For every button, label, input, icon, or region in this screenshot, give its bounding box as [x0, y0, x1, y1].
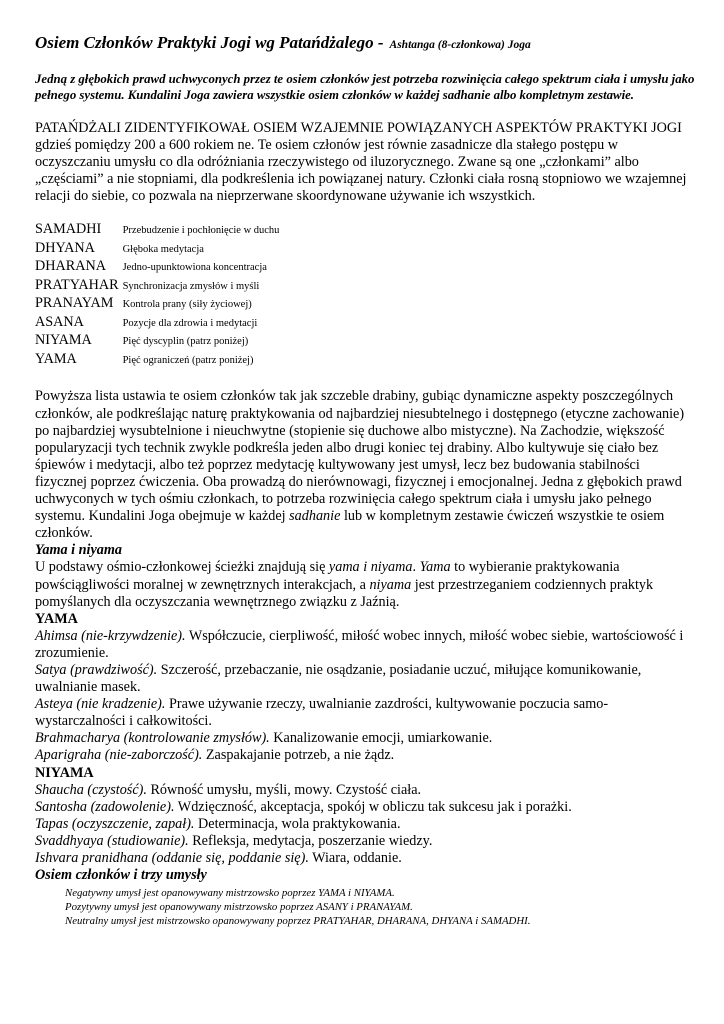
paragraph-text: lub w kompletnym zestawie ćwiczeń wszystkie te osiem członków.	[35, 508, 665, 542]
paragraph-ladder	[35, 388, 695, 542]
paragraph-text: Powyższa lista ustawia te osiem członków tak jak szczeble drabiny, gubiąc dynamiczne aspekty poszczególnych członków, ale podkreślając naturę praktykowania od najbardziej niesubtelnego i dostępnego (etyczne zachowanie) po najbardziej wysubtelnione i nieuchwytne (stopienie się duchowe albo mistyczne). Na Zachodzie, większość popularyzacji tych technik zwykle podkreśla jeden albo drugi koniec tej drabiny. Albo kultywuje się ciało bez śpiewów i medytacji, albo też poprzez medytację kultywowany jest umysł, lecz bez budowania stabilności fizycznej poprzez ćwiczenia. Oba prowadzą do nierównowagi, fizycznej i emocjonalnej. Jedna z głębokich prawd uchwyconych w tych ośmiu członkach, to potrzeba rozwinięcia całego spektrum ciała i umysłu jako pełnego systemu. Kundalini Joga obejmuje w każdej	[35, 388, 685, 525]
section-heading-yama-niyama: Yama i niyama	[35, 542, 122, 559]
item-term: Shaucha (czystość).	[35, 781, 147, 798]
yama-list	[35, 628, 695, 765]
list-item	[35, 833, 695, 850]
limb-term: DHARANA	[35, 258, 106, 275]
item-term: Aparigraha (nie-zaborczość).	[35, 747, 203, 764]
item-term: Svaddhyaya (studiowanie).	[35, 832, 189, 849]
item-term: Asteya (nie kradzenie).	[35, 696, 166, 713]
item-term: Ahimsa (nie-krzywdzenie).	[35, 627, 186, 644]
limb-description: Synchronizacja zmysłów i myśli	[122, 280, 260, 292]
list-item	[35, 662, 695, 696]
list-item	[35, 799, 695, 816]
list-item: Neutralny umysł jest mistrzowsko opanowywany poprzez PRATYAHAR, DHARANA, DHYANA i SAMADHI.	[65, 915, 531, 928]
item-text: Refleksja, medytacja, poszerzanie wiedzy.	[192, 832, 433, 849]
title-subtitle: Ashtanga (8-członkowa) Joga	[389, 39, 531, 51]
item-text: Równość umysłu, myśli, mowy. Czystość ciała.	[150, 781, 422, 798]
limb-description: Głęboka medytacja	[122, 243, 204, 255]
item-term: Tapas (oczyszczenie, zapał).	[35, 815, 195, 832]
niyama-list	[35, 782, 695, 867]
list-item	[35, 295, 279, 314]
limb-description: Kontrola prany (siły życiowej)	[122, 299, 252, 311]
list-item	[35, 258, 279, 277]
list-item	[35, 277, 279, 296]
title-main: Osiem Członków Praktyki Jogi wg Patańdżalego -	[35, 33, 384, 52]
document-title	[35, 32, 695, 56]
paragraph-text: jest przestrzeganiem codziennych praktyk pomyślanych dla oczyszczania wewnętrznego związku z Jaźnią.	[35, 576, 654, 610]
paragraph-patanjali: PATAŃDŻALI ZIDENTYFIKOWAŁ OSIEM WZAJEMNIE POWIĄZANYCH ASPEKTÓW PRAKTYKI JOGI gdzieś pomiędzy 200 a 600 rokiem ne. Te osiem członów jest równie zasadnicze dla stałego postępu w oczyszczaniu umysłu co dla odróżniania rzeczywistego od iluzorycznego. Zwane są one „członkami” albo „częściami” a nie stopniami, dla podkreślenia ich powiązanej natury. Członki ciała rosną stopniowo we wzajemnej relacji do siebie, co pozwala na nieprzerwane skoordynowane używanie ich wszystkich.	[35, 120, 687, 205]
paragraph-text: .	[412, 559, 417, 576]
list-item	[35, 730, 695, 747]
item-term: Santosha (zadowolenie).	[35, 798, 175, 815]
three-minds-list	[65, 886, 695, 928]
limb-description: Pozycje dla zdrowia i medytacji	[122, 317, 258, 329]
item-text: Prawe używanie rzeczy, uwalnianie zazdrości, kultywowanie poczucia samo-wystarczalności i całkowitości.	[35, 696, 609, 730]
list-item	[35, 782, 695, 799]
item-term: Brahmacharya (kontrolowanie zmysłów).	[35, 730, 270, 747]
emphasis-term: Yama	[419, 559, 451, 576]
item-text: Wdzięczność, akceptacja, spokój w obliczu tak sukcesu jak i porażki.	[177, 798, 572, 815]
item-text: Determinacja, wola praktykowania.	[198, 815, 401, 832]
item-text: Szczerość, przebaczanie, nie osądzanie, posiadanie uczuć, miłujące komunikowanie, uwalnianie masek.	[35, 661, 642, 696]
list-item	[35, 628, 695, 662]
list-item	[35, 747, 695, 764]
list-item	[35, 332, 279, 351]
list-item	[35, 240, 279, 259]
limb-description: Pięć ograniczeń (patrz poniżej)	[122, 354, 254, 366]
item-text: Kanalizowanie emocji, umiarkowanie.	[273, 730, 493, 747]
document-page	[35, 32, 695, 928]
section-heading-yama: YAMA	[35, 610, 78, 627]
limb-term: PRANAYAM	[35, 295, 114, 312]
list-item	[35, 816, 695, 833]
list-item: Pozytywny umysł jest opanowywany mistrzowsko poprzez ASANY i PRANAYAM.	[65, 901, 413, 914]
limb-term: PRATYAHAR	[35, 276, 119, 293]
item-text: Współczucie, cierpliwość, miłość wobec innych, miłość wobec siebie, wartościowość i zrozumienie.	[35, 627, 684, 661]
paragraph-text: to wybieranie praktykowania powściągliwości moralnej w zewnętrznych interakcjach, a	[35, 559, 620, 593]
limb-description: Przebudzenie i pochłonięcie w duchu	[122, 225, 280, 237]
intro-paragraph: Jedną z głębokich prawd uchwyconych przez te osiem członków jest potrzeba rozwinięcia całego spektrum ciała i umysłu jako pełnego systemu. Kundalini Joga zawiera wszystkie osiem członków w każdej sadhanie albo kompletnym zestawie.	[35, 72, 695, 102]
limb-term: SAMADHI	[35, 221, 102, 238]
emphasis-term: sadhanie	[289, 508, 341, 525]
limb-term: YAMA	[35, 350, 77, 367]
list-item	[35, 696, 695, 730]
limb-term: DHYANA	[35, 239, 95, 256]
item-term: Ishvara pranidhana (oddanie się, poddanie się).	[35, 850, 309, 866]
limb-description: Jedno-upunktowiona koncentracja	[122, 262, 267, 274]
item-text: Wiara, oddanie.	[312, 850, 402, 866]
section-heading-three-minds: Osiem członków i trzy umysły	[35, 867, 207, 884]
list-item	[35, 351, 279, 370]
limb-term: ASANA	[35, 313, 84, 330]
list-item	[35, 850, 695, 867]
paragraph-yama-niyama	[35, 559, 695, 610]
item-term: Satya (prawdziwość).	[35, 661, 158, 678]
limbs-list	[35, 221, 279, 369]
list-item	[35, 221, 279, 240]
paragraph-text: U podstawy ośmio-członkowej ścieżki znajdują się	[35, 559, 326, 576]
emphasis-term: yama i niyama	[328, 559, 413, 576]
limb-term: NIYAMA	[35, 332, 92, 349]
section-heading-niyama: NIYAMA	[35, 764, 94, 781]
emphasis-term: niyama	[369, 576, 412, 593]
list-item: Negatywny umysł jest opanowywany mistrzowsko poprzez YAMA i NIYAMA.	[65, 887, 395, 900]
list-item	[35, 314, 279, 333]
limb-description: Pięć dyscyplin (patrz poniżej)	[122, 336, 249, 348]
item-text: Zaspakajanie potrzeb, a nie żądz.	[205, 747, 395, 764]
